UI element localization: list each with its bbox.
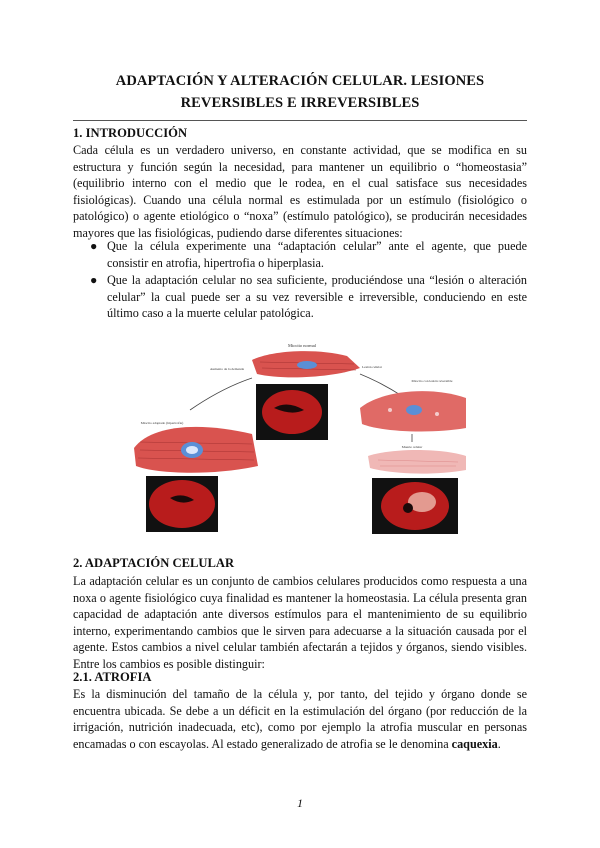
atrofia-text-end: . <box>497 736 501 751</box>
section-1-heading: 1. INTRODUCCIÓN <box>73 126 188 140</box>
label-injured: Miocito con lesión reversible <box>411 379 453 383</box>
label-demand: Aumento de la demanda <box>209 367 245 371</box>
cell-adaptation-figure <box>132 338 468 534</box>
section-2-heading: 2. ADAPTACIÓN CELULAR <box>73 556 235 570</box>
arrow-to-injured <box>360 374 402 396</box>
document-title <box>60 70 540 114</box>
normal-myocyte <box>252 343 360 377</box>
dead-myocyte <box>368 450 466 474</box>
title-line-2: REVERSIBLES E IRREVERSIBLES <box>180 95 420 111</box>
section-2-1-heading: 2.1. ATROFIA <box>73 670 152 684</box>
title-divider <box>73 120 527 121</box>
label-death: Muerte celular <box>401 445 423 449</box>
injured-myocyte <box>360 379 466 431</box>
bullet-icon: ● <box>90 239 98 253</box>
section-1-paragraph: Cada célula es un verdadero universo, en constante actividad, que se modifica en su estructura y función según la necesidad, para mantener un equilibrio o “homeostasia” (equilibrio interno con el medio que le rodea, en el cual satisface sus necesidades fisiológicas). Cuando una célula normal es estimulada por un estímulo (fisiológico o patológico) o agente etiológico o “noxa” (estímulo patológico), se producirán necesidades mayores que las fisiológicas, pudiendo darse diferentes situaciones: <box>73 143 527 240</box>
atrofia-text: Es la disminución del tamaño de la célula y, por tanto, del tejido y órgano donde se encuentra ubicada. Se debe a un déficit en la estimulación del órgano (por reducción de la irrigación, nutrición inadecuada, etc), como por ejemplo la atrofia muscular en personas encamadas o con escayolas. Al estado generalizado de atrofia se le denomina <box>73 687 527 751</box>
page-number: 1 <box>297 796 303 810</box>
bullet-icon: ● <box>90 273 98 288</box>
label-lesion: Lesión celular <box>362 365 382 369</box>
section-2-1-paragraph <box>73 686 527 752</box>
title-line-1: ADAPTACIÓN Y ALTERACIÓN CELULAR. LESIONES <box>115 73 485 89</box>
adapted-myocyte <box>134 421 258 473</box>
bullet-item-2 <box>73 272 527 322</box>
bullet-text-2: Que la adaptación celular no sea suficiente, produciéndose una “lesión o alteración celular” la cual puede ser a su vez reversible e irreversible, conduciendo en este último caso a la muerte celular patológica. <box>107 273 527 321</box>
dead-tissue-photo <box>372 478 458 534</box>
caquexia-term: caquexia <box>451 736 498 751</box>
label-normal: Miocito normal <box>287 343 317 348</box>
bullet-item-1 <box>73 238 527 271</box>
section-2-paragraph: La adaptación celular es un conjunto de cambios celulares producidos como respuesta a una noxa o agente fisiológico cuya finalidad es mantener la homeostasia. La célula presenta gran capacidad de adaptación ante diversos estímulos para el mantenimiento de su equilibrio interno, experimentando cambios que le sirven para adecuarse a la situación causada por el agente. Estos cambios a nivel celular también afectarán a tejidos y órganos, siendo visibles. Entre los cambios es posible distinguir: <box>73 574 527 671</box>
section-1-bullet-list <box>73 238 527 323</box>
bullet-text-1: Que la célula experimente una “adaptación celular” ante el agente, que puede consistir en atrofia, hipertrofia o hiperplasia. <box>107 239 527 270</box>
label-adapted: Miocito adaptado (hipertrofia) <box>140 421 184 425</box>
adapted-tissue-photo <box>146 476 218 532</box>
arrow-to-adapted <box>190 378 252 410</box>
normal-tissue-photo <box>256 384 328 440</box>
